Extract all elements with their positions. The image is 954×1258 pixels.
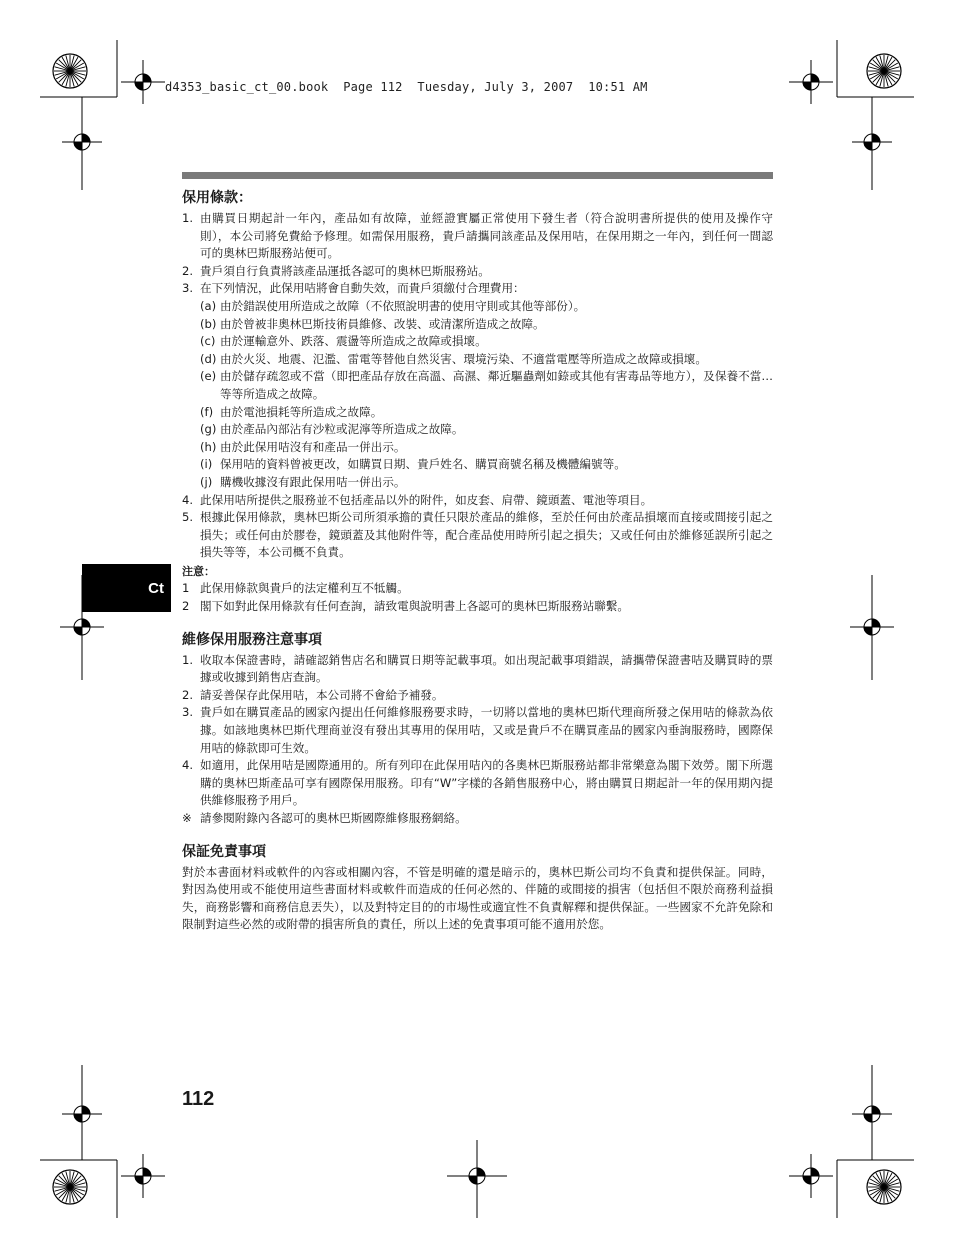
warranty-title: 保用條款：: [182, 190, 252, 206]
sub-list-item: (e) 由於儲存疏忽或不當（即把產品存放在高溫、高濕、鄰近驅蟲劑如錼或其他有害毒品等地方），及保養不當…等等所造成之故障。: [200, 369, 773, 401]
note-item: 1 此保用條款與貴戶的法定權利互不牴觸。: [182, 581, 409, 596]
disclaimer-title: 保証免責事項: [182, 843, 266, 860]
top-rule: [182, 172, 773, 179]
page-content: [182, 188, 773, 934]
sub-list-item: (h) 由於此保用咭沒有和產品一併出示。: [200, 439, 406, 454]
sub-list-item: (j) 購機收據沒有跟此保用咭一併出示。: [200, 474, 406, 489]
list-item: 5. 根據此保用條款，奧林巴斯公司所須承擔的責任只限於產品的維修，至於任何由於產品損壞而直接或間接引起之損失；或任何由於膠卷，鏡頭蓋及其他附件等，配合產品使用時所引起之損失；又或任何由於維修延誤所引起之損失等等，本公司概不負責。: [182, 510, 773, 560]
list-item: 4. 如適用，此保用咭是國際通用的。所有列印在此保用咭內的各奧林巴斯服務站都非常樂意為閣下效勞。閣下所選購的奧林巴斯產品可享有國際保用服務。印有“W”字樣的各銷售服務中心，將由購買日期起計一年的保用期內提供維修服務予用戶。: [182, 758, 773, 808]
disclaimer-text: 對於本書面材料或軟件的內容或相關內容，不管是明確的還是暗示的，奧林巴斯公司均不負責和提供保証。同時，對因為使用或不能使用這些書面材料或軟件而造成的任何必然的、伴隨的或間接的損害（包括但不限於商務利益損失，商務影響和商務信息丟失），以及對特定目的的市場性或適宜性不負責解釋和提供保証。一些國家不允許免除和限制對這些必然的或附帶的損害所負的責任，所以上述的免責事項可能不適用於您。: [182, 864, 773, 932]
note-title: 注意：: [182, 564, 215, 578]
list-item: 4. 此保用咭所提供之服務並不包括產品以外的附件，如皮套、肩帶、鏡頭蓋、電池等項目。: [182, 492, 653, 507]
list-item: 3. 在下列情況，此保用咭將會自動失效，而貴戶須繳付合理費用：: [182, 281, 525, 296]
list-item: 1. 由購買日期起計一年內，產品如有故障，並經證實屬正常使用下發生者（符合說明書所提供的使用及操作守則），本公司將免費給予修理。如需保用服務，貴戶請攜同該產品及保用咭，在保用期之一年內，到任何一間認可的奧林巴斯服務站便可。: [182, 211, 773, 261]
header-file-info: d4353_basic_ct_00.book Page 112 Tuesday, July 3, 2007 10:51 AM: [165, 80, 648, 94]
sub-list-item: (a) 由於錯誤使用所造成之故障（不依照說明書的使用守則或其他等部份）。: [200, 298, 586, 313]
sub-list-item: (d) 由於火災、地震、氾濫、雷電等替他自然災害、環境污染、不適當電壓等所造成之故障或損壞。: [200, 351, 707, 366]
list-item: ※ 請參閱附錄內各認可的奧林巴斯國際維修服務網絡。: [182, 811, 467, 825]
sub-list-item: (g) 由於產品內部沾有沙粒或泥濘等所造成之故障。: [200, 422, 464, 437]
language-tab: [82, 564, 171, 612]
list-item: 1. 收取本保證書時，請確認銷售店名和購買日期等記載事項。如出現記載事項錯誤，請攜帶保證書咭及購買時的票據或收據到銷售店查詢。: [182, 652, 773, 685]
sub-list-item: (b) 由於曾被非奧林巴斯技術員維修、改裝、或清潔所造成之故障。: [200, 316, 545, 331]
service-title: 維修保用服務注意事項: [182, 631, 322, 648]
list-item: 2. 請妥善保存此保用咭，本公司將不會給予補發。: [182, 687, 444, 702]
list-item: 2. 貴戶須自行負責將該產品運抵各認可的奧林巴斯服務站。: [182, 263, 490, 278]
language-tab-label: Ct: [148, 579, 164, 597]
sub-list-item: (i) 保用咭的資料曾被更改，如購買日期、貴戶姓名、購買商號名稱及機體編號等。: [200, 457, 626, 472]
note-item: 2 閣下如對此保用條款有任何查詢，請致電與說明書上各認可的奧林巴斯服務站聯繫。: [182, 599, 629, 614]
list-item: 3. 貴戶如在購買產品的國家內提出任何維修服務要求時，一切將以當地的奧林巴斯代理商所發之保用咭的條款為依據。如該地奧林巴斯代理商並沒有發出其專用的保用咭，又或是貴戶不在購買產品的國家內垂詢服務時，國際保用咭的條款即可生效。: [182, 705, 773, 755]
page-number: 112: [182, 1088, 215, 1110]
sub-list-item: (f) 由於電池損耗等所造成之故障。: [200, 404, 383, 419]
sub-list-item: (c) 由於運輸意外、跌落、震盪等所造成之故障或損壞。: [200, 334, 487, 349]
